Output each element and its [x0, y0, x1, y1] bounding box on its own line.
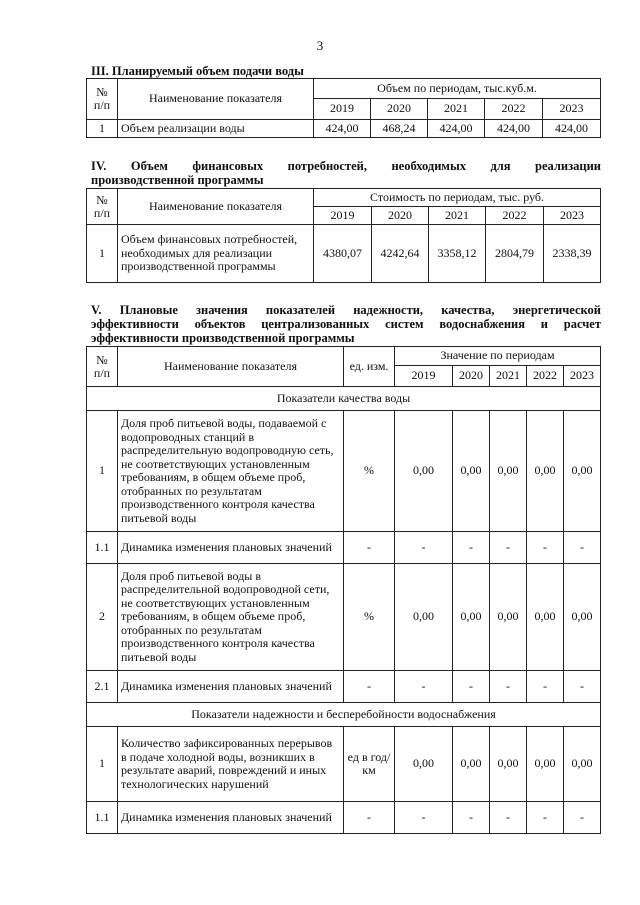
page-number: 3 [316, 38, 324, 53]
value-cell: - [490, 671, 527, 703]
value-cell: - [395, 671, 453, 703]
row-num: 1 [87, 411, 118, 532]
year-header: 2019 [395, 366, 453, 387]
table-row [87, 564, 601, 671]
row-unit: - [344, 802, 395, 834]
value-cell: 0,00 [527, 727, 564, 802]
header-period-cost: Стоимость по периодам, тыс. руб. [314, 189, 601, 207]
value-cell: 4380,07 [314, 225, 372, 283]
section-5-title: V. Плановые значения показателей надежности, качества, энергетической эффективности объектов централизованных систем водоснабжения и расчет эффективности производственной программы [91, 303, 601, 345]
value-cell: 0,00 [527, 564, 564, 671]
value-cell: - [564, 532, 601, 564]
row-unit: - [344, 671, 395, 703]
year-header: 2021 [490, 366, 527, 387]
year-header: 2023 [564, 366, 601, 387]
value-cell: 0,00 [564, 727, 601, 802]
value-cell: 424,00 [428, 120, 485, 138]
value-cell: 0,00 [490, 727, 527, 802]
group-title-reliability: Показатели надежности и бесперебойности водоснабжения [87, 703, 601, 727]
header-period-values: Значение по периодам [395, 347, 601, 366]
header-indicator-name: Наименование показателя [118, 189, 314, 225]
value-cell: 3358,12 [429, 225, 486, 283]
value-cell: 424,00 [485, 120, 543, 138]
row-unit: - [344, 532, 395, 564]
value-cell: 0,00 [395, 411, 453, 532]
row-num: 1 [87, 120, 118, 138]
row-num: 1.1 [87, 802, 118, 834]
table-water-supply-volume [86, 78, 601, 138]
section-4-title [91, 159, 601, 187]
table-financial-needs [86, 188, 601, 283]
row-name: Объем реализации воды [118, 120, 314, 138]
year-header: 2022 [527, 366, 564, 387]
year-header: 2020 [453, 366, 490, 387]
value-cell: 0,00 [395, 727, 453, 802]
value-cell: 0,00 [564, 411, 601, 532]
row-num: 2.1 [87, 671, 118, 703]
value-cell: - [527, 532, 564, 564]
year-header: 2020 [371, 99, 428, 120]
header-num: № п/п [87, 347, 118, 387]
value-cell: - [490, 532, 527, 564]
row-num: 2 [87, 564, 118, 671]
year-header: 2023 [543, 99, 601, 120]
year-header: 2023 [544, 207, 601, 225]
table-row [87, 727, 601, 802]
value-cell: - [453, 532, 490, 564]
value-cell: - [564, 802, 601, 834]
value-cell: 0,00 [490, 411, 527, 532]
value-cell: - [395, 802, 453, 834]
value-cell: 424,00 [543, 120, 601, 138]
value-cell: 468,24 [371, 120, 428, 138]
year-header: 2020 [372, 207, 429, 225]
row-unit: % [344, 411, 395, 532]
row-name: Объем финансовых потребностей, необходимых для реализации производственной программы [118, 225, 314, 283]
section-4-title-line2: производственной программы [91, 173, 264, 187]
row-name: Динамика изменения плановых значений [118, 671, 344, 703]
year-header: 2019 [314, 99, 371, 120]
value-cell: - [490, 802, 527, 834]
value-cell: - [564, 671, 601, 703]
value-cell: 0,00 [453, 411, 490, 532]
row-num: 1.1 [87, 532, 118, 564]
value-cell: 0,00 [453, 727, 490, 802]
row-unit: ед в год/ км [344, 727, 395, 802]
row-name: Количество зафиксированных перерывов в подаче холодной воды, возникших в результате аварий, повреждений и иных технологических нарушений [118, 727, 344, 802]
section-4-title-line1: IV. Объем финансовых потребностей, необходимых для реализации [91, 159, 601, 173]
table-row [87, 225, 601, 283]
header-indicator-name: Наименование показателя [118, 79, 314, 120]
value-cell: - [453, 671, 490, 703]
table-row [87, 532, 601, 564]
table-performance-indicators [86, 346, 601, 834]
row-name: Доля проб питьевой воды в распределительной водопроводной сети, не соответствующих установленным требованиям, в общем объеме проб, отобранных по результатам производственного контроля качества питьевой воды [118, 564, 344, 671]
header-unit: ед. изм. [344, 347, 395, 387]
row-name: Динамика изменения плановых значений [118, 532, 344, 564]
year-header: 2022 [485, 99, 543, 120]
row-num: 1 [87, 225, 118, 283]
value-cell: - [453, 802, 490, 834]
row-num: 1 [87, 727, 118, 802]
year-header: 2021 [429, 207, 486, 225]
header-period-volume: Объем по периодам, тыс.куб.м. [314, 79, 601, 99]
value-cell: - [527, 671, 564, 703]
row-name: Доля проб питьевой воды, подаваемой с водопроводных станций в распределительную водопроводную сеть, не соответствующих установленным требованиям, в общем объеме проб, отобранных по результатам производственного контроля качества питьевой воды [118, 411, 344, 532]
table-row [87, 671, 601, 703]
value-cell: - [395, 532, 453, 564]
value-cell: 424,00 [314, 120, 371, 138]
value-cell: 2338,39 [544, 225, 601, 283]
year-header: 2022 [486, 207, 544, 225]
value-cell: 0,00 [453, 564, 490, 671]
row-name: Динамика изменения плановых значений [118, 802, 344, 834]
value-cell: - [527, 802, 564, 834]
value-cell: 0,00 [564, 564, 601, 671]
year-header: 2021 [428, 99, 485, 120]
year-header: 2019 [314, 207, 372, 225]
group-title-water-quality: Показатели качества воды [87, 387, 601, 411]
table-row [87, 411, 601, 532]
value-cell: 2804,79 [486, 225, 544, 283]
table-row [87, 802, 601, 834]
row-unit: % [344, 564, 395, 671]
value-cell: 0,00 [527, 411, 564, 532]
value-cell: 0,00 [490, 564, 527, 671]
value-cell: 0,00 [395, 564, 453, 671]
header-indicator-name: Наименование показателя [118, 347, 344, 387]
value-cell: 4242,64 [372, 225, 429, 283]
header-num: № п/п [87, 189, 118, 225]
table-row [87, 120, 601, 138]
section-3-title: III. Планируемый объем подачи воды [91, 64, 304, 78]
header-num: № п/п [87, 79, 118, 120]
